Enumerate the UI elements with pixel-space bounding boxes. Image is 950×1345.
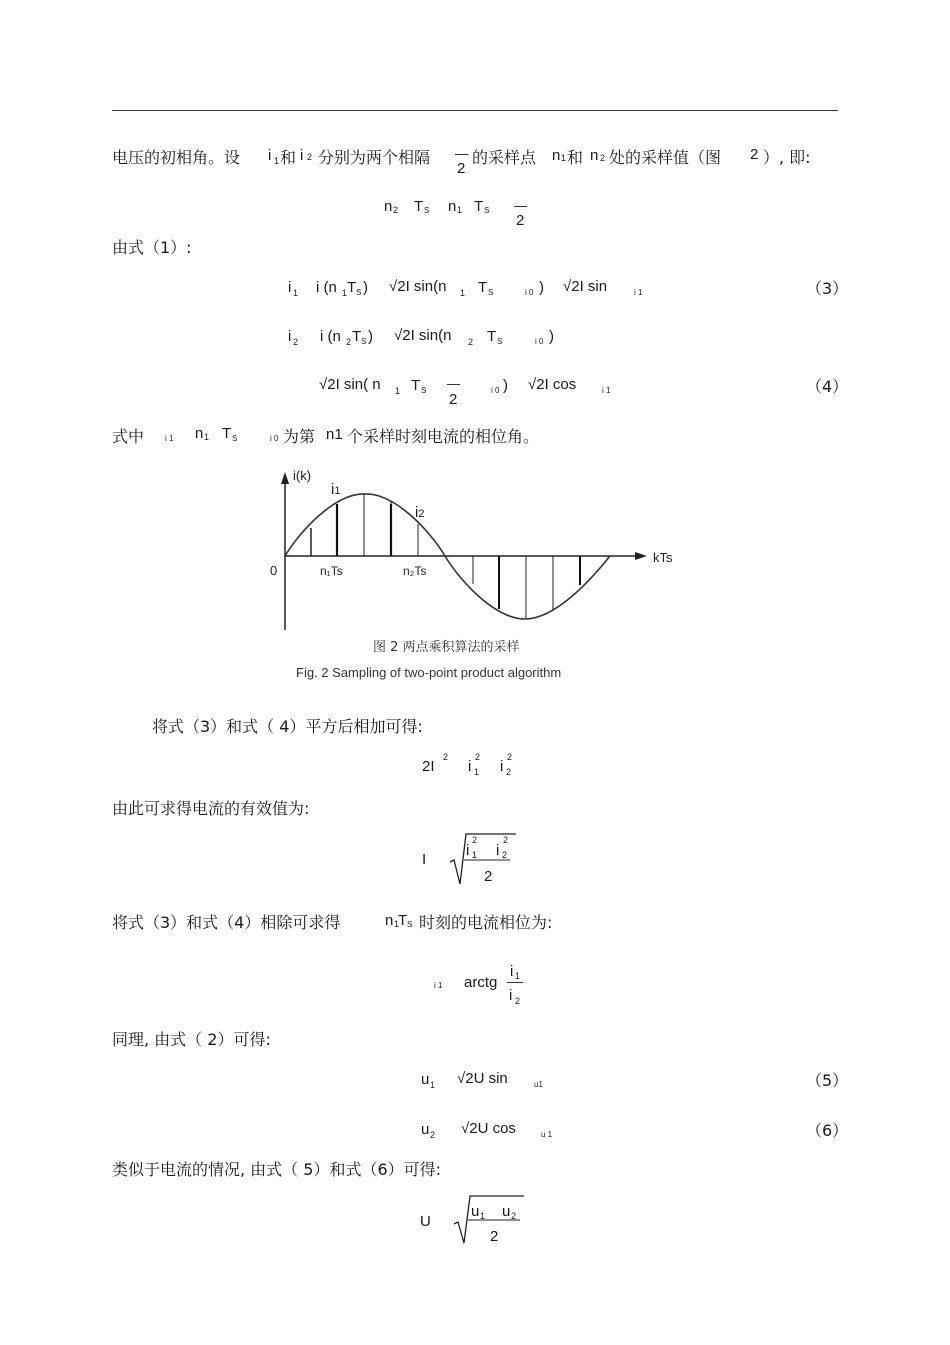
var-i1-sub: 1: [274, 156, 280, 166]
intro-text-4: 处的采样值（图: [609, 148, 722, 167]
eq-n2-sub: 2: [393, 205, 399, 215]
eq3b-lhs-sub: 2: [293, 337, 299, 347]
eq4-i1: i 1: [602, 386, 611, 395]
u-rms-U: U: [420, 1213, 431, 1230]
var-n2-sub: 2: [600, 153, 606, 163]
where-i0: i 0: [270, 434, 279, 443]
intro-text-1: 电压的初相角。设: [112, 148, 241, 167]
eq4-sq2: √2I cos: [528, 376, 577, 393]
eq4-sq1-sub: 1: [395, 386, 401, 396]
sum-i1-pow: 2: [475, 752, 481, 762]
eq3-a: i (n: [316, 279, 337, 296]
eq3-i0: i 0: [525, 288, 534, 297]
divide-n-sub: 1: [394, 919, 400, 929]
eq4-i0: i 0: [491, 386, 500, 395]
eq3-a-s: S: [356, 288, 362, 297]
u-rms-den: 2: [490, 1228, 499, 1245]
rms-num-i1: i: [466, 842, 470, 859]
phase-arctg: arctg: [464, 974, 498, 991]
sum-i2-pow: 2: [507, 752, 513, 762]
var-i2-sub: 2: [307, 152, 313, 162]
eq3-sq2: √2I sin: [563, 278, 608, 295]
eq6-lhs: u: [421, 1121, 430, 1138]
u-rms-num-u2: u: [502, 1203, 511, 1220]
tick-n2ts: n₂Ts: [403, 564, 427, 578]
intro-text-3: 的采样点: [472, 148, 537, 167]
sum-i1-sub: 1: [474, 767, 480, 777]
eq4-den: 2: [449, 391, 458, 408]
var-i1: i: [268, 147, 272, 164]
eq3-a3: ): [363, 279, 368, 296]
eq4-t-s: S: [421, 386, 427, 395]
sampling-figure: [255, 460, 695, 635]
phase-fraction-bar: [507, 982, 523, 983]
rms-num-i2-pow: 2: [503, 835, 509, 845]
phase-symbol: i 1: [434, 981, 443, 990]
eq4-close: ): [503, 377, 508, 394]
phase-den: i: [509, 987, 513, 1004]
sum-lhs: 2I: [422, 758, 435, 775]
from-eq1: 由式（1）:: [112, 238, 192, 257]
eq3-number: （3）: [806, 279, 849, 298]
figure-caption-cn: 图 2 两点乘积算法的采样: [373, 640, 520, 655]
where-t: T: [222, 425, 232, 442]
eq3b-t-s: S: [497, 337, 503, 346]
eq3b-a-s: S: [361, 337, 367, 346]
eq4-fraction-bar: [447, 384, 460, 385]
eq3b-a-sub: 2: [346, 337, 352, 347]
origin-label: 0: [270, 563, 278, 578]
header-rule: [112, 110, 838, 111]
var-n2: n: [590, 147, 599, 164]
eq6-u1: u 1: [541, 1130, 553, 1139]
rms-den: 2: [484, 868, 493, 885]
intro-text-2: 分别为两个相隔: [318, 148, 431, 167]
var-n1-sub: 1: [561, 153, 567, 163]
divide-n: n: [385, 912, 394, 929]
phase-num-sub: 1: [515, 971, 521, 981]
x-axis-arrow: [635, 552, 647, 560]
divide-a: 将式（3）和式（4）相除可求得: [112, 913, 341, 932]
eq-s: S: [424, 206, 430, 215]
eq3b-sq1: √2I sin(n: [394, 327, 452, 344]
x-axis-label: kTs: [653, 550, 673, 565]
where-n-sub: 1: [204, 432, 210, 442]
rms-num-i1-sub: 1: [472, 850, 478, 860]
eq3b-a2: T: [352, 328, 362, 345]
eq6-rhs: √2U cos: [461, 1120, 516, 1137]
fig-ref: 2: [750, 146, 759, 163]
eq3b-t: T: [487, 328, 497, 345]
eq4-number: （4）: [806, 377, 849, 396]
phase-num: i: [510, 963, 514, 980]
eq6-lhs-sub: 2: [430, 1130, 436, 1140]
eq3-t-s: S: [488, 288, 494, 297]
where-c: 个采样时刻电流的相位角。: [347, 427, 540, 446]
paragraph-likewise: 同理, 由式（ 2）可得:: [112, 1030, 271, 1049]
eq-n1: n: [448, 198, 457, 215]
sum-i1: i: [468, 758, 472, 775]
eq5-rhs: √2U sin: [457, 1070, 508, 1087]
eq5-u1: u1: [534, 1080, 543, 1089]
eq5-lhs-sub: 1: [430, 1080, 436, 1090]
divide-b: 时刻的电流相位为:: [419, 913, 553, 932]
eq3b-a: i (n: [320, 328, 341, 345]
half-fraction-den: 2: [457, 160, 466, 177]
eq-n2: n: [384, 198, 393, 215]
label-i1: i1: [331, 481, 341, 498]
intro-and: 和: [280, 148, 297, 167]
eq3b-i0: i 0: [535, 337, 544, 346]
intro-and-2: 和: [567, 148, 584, 167]
figure-caption-en: Fig. 2 Sampling of two-point product algorithm: [296, 665, 562, 680]
eq-n1-sub: 1: [457, 205, 463, 215]
eq3-lhs: i: [288, 279, 292, 296]
half-fraction-bar: [455, 154, 468, 155]
eq-fraction-bar: [514, 206, 527, 207]
y-axis-label: i(k): [293, 468, 312, 483]
eq3-a2: T: [347, 279, 357, 296]
rms-I: I: [422, 851, 427, 868]
paragraph-rms: 由此可求得电流的有效值为:: [112, 799, 310, 818]
where-n1: n1: [326, 426, 343, 443]
eq4-t: T: [411, 377, 421, 394]
eq3-sq1: √2I sin(n: [389, 278, 447, 295]
eq-s2: S: [484, 206, 490, 215]
var-i2: i: [300, 147, 304, 164]
paragraph-similar: 类似于电流的情况, 由式（ 5）和式（6）可得:: [112, 1160, 442, 1179]
where-n: n: [195, 425, 204, 442]
eq3-sq1-sub: 1: [460, 288, 466, 298]
sum-i2: i: [500, 758, 504, 775]
eq5-lhs: u: [421, 1071, 430, 1088]
eq3b-lhs: i: [288, 328, 292, 345]
where-i1: i 1: [165, 434, 174, 443]
where-b: 为第: [283, 427, 316, 446]
eq4-sq1: √2I sin( n: [319, 376, 381, 393]
where-a: 式中: [112, 427, 145, 446]
rms-num-i1-pow: 2: [472, 835, 478, 845]
eq3-lhs-sub: 1: [293, 288, 299, 298]
eq3-close: ): [539, 279, 544, 296]
eq-den: 2: [516, 212, 525, 229]
eq-t2: T: [474, 198, 484, 215]
phase-den-sub: 2: [515, 996, 521, 1006]
u-rms-num-u1-sub: 1: [480, 1211, 486, 1221]
eq3b-sq1-sub: 2: [468, 337, 474, 347]
paragraph-square: 将式（3）和式（ 4）平方后相加可得:: [152, 717, 423, 736]
tick-n1ts: n₁Ts: [320, 564, 343, 578]
sum-lhs-pow: 2: [443, 752, 449, 762]
rms-num-i2-sub: 2: [502, 850, 508, 860]
intro-text-5: ）, 即:: [763, 148, 811, 167]
eq3b-a3: ): [368, 328, 373, 345]
eq-t: T: [414, 198, 424, 215]
var-n1: n: [552, 147, 561, 164]
divide-s: S: [407, 920, 413, 929]
u-rms-num-u2-sub: 2: [511, 1211, 517, 1221]
eq3-a-sub: 1: [342, 288, 348, 298]
eq3-t: T: [478, 279, 488, 296]
label-i2: i2: [415, 504, 425, 521]
sum-i2-sub: 2: [506, 767, 512, 777]
eq3b-close: ): [549, 328, 554, 345]
u-rms-num-u1: u: [471, 1203, 480, 1220]
eq3-i1: i 1: [634, 288, 643, 297]
rms-num-i2: i: [496, 842, 500, 859]
eq5-number: （5）: [806, 1071, 849, 1090]
y-axis-arrow: [281, 472, 289, 484]
divide-t: T: [398, 912, 408, 929]
where-s: S: [232, 434, 238, 443]
eq6-number: （6）: [806, 1121, 849, 1140]
